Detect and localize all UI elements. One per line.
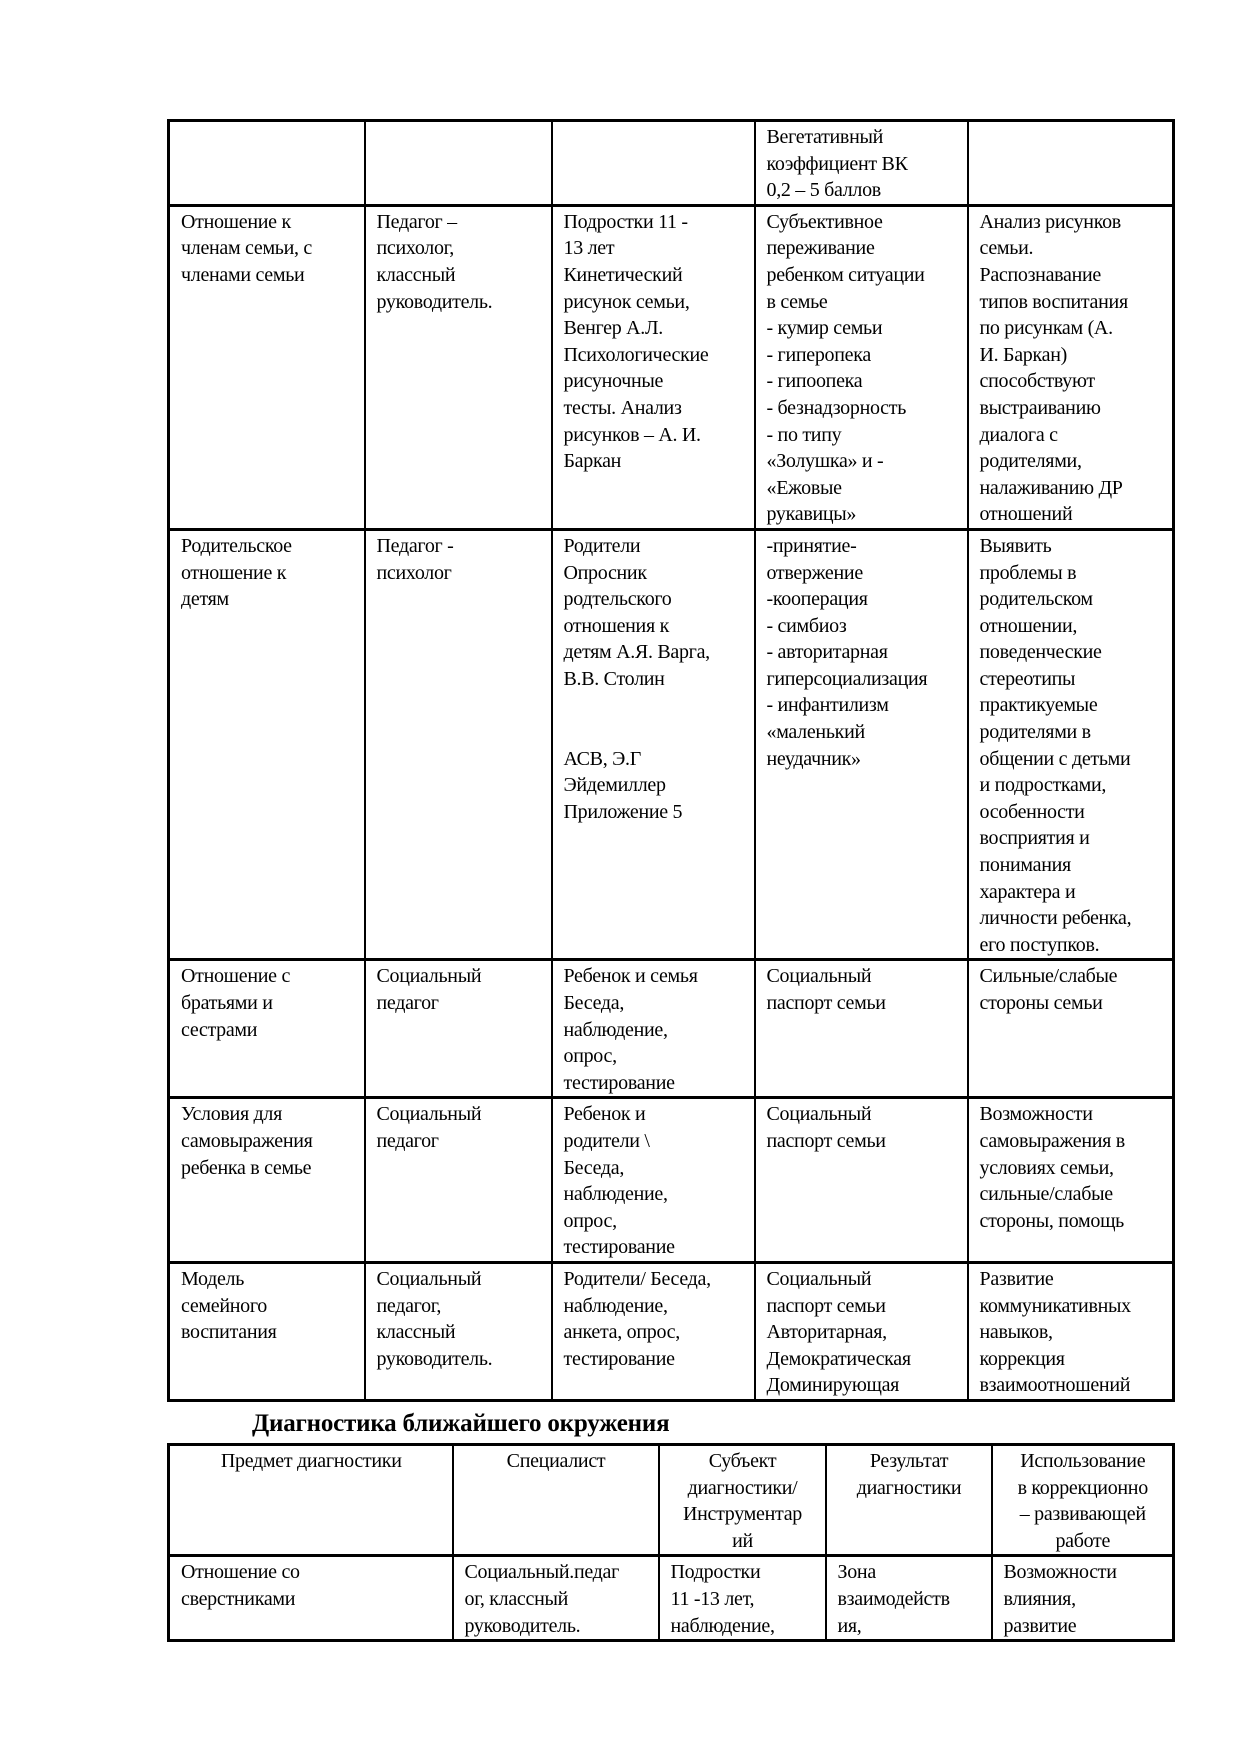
table-cell: Родительское отношение к детям (169, 529, 365, 960)
column-header: Использование в коррекционно – развивающей работе (992, 1445, 1174, 1556)
table-row (169, 1556, 1174, 1641)
table-cell: Отношение со сверстниками (169, 1556, 453, 1641)
diagnostics-table-environment (167, 1443, 1175, 1642)
table-cell (169, 121, 365, 206)
table-cell: Развитие коммуникативных навыков, коррекция взаимоотношений (968, 1262, 1174, 1400)
table-cell: Социальный педагог (365, 960, 552, 1098)
table-cell (365, 121, 552, 206)
table-cell: Условия для самовыражения ребенка в семье (169, 1098, 365, 1263)
section-title: Диагностика ближайшего окружения (252, 1410, 670, 1437)
table-cell: Социальный паспорт семьи (755, 960, 968, 1098)
table-cell: Ребенок и семья Беседа, наблюдение, опрос, тестирование (552, 960, 755, 1098)
table-cell: Социальный паспорт семьи (755, 1098, 968, 1263)
table-cell (552, 121, 755, 206)
table-cell: Вегетативный коэффициент ВК 0,2 – 5 баллов (755, 121, 968, 206)
table-cell: Педагог – психолог, классный руководитель. (365, 205, 552, 529)
table-cell: Субъективное переживание ребенком ситуации в семье - кумир семьи - гиперопека - гипоопека - безнадзорность - по типу «Золушка» и - «Ежовые рукавицы» (755, 205, 968, 529)
table-cell: Выявить проблемы в родительском отношении, поведенческие стереотипы практикуемые родителями в общении с детьми и подростками, особенности восприятия и понимания характера и личности ребенка, его поступков. (968, 529, 1174, 960)
table-cell: -принятие- отвержение -кооперация - симбиоз - авторитарная гиперсоциализация - инфантилизм «маленький неудачник» (755, 529, 968, 960)
table-cell: Зона взаимодейств ия, (826, 1556, 992, 1641)
table-cell: Социальный паспорт семьи Авторитарная, Демократическая Доминирующая (755, 1262, 968, 1400)
table-row (169, 1098, 1174, 1263)
column-header: Результат диагностики (826, 1445, 992, 1556)
table-cell: Возможности самовыражения в условиях семьи, сильные/слабые стороны, помощь (968, 1098, 1174, 1263)
table-cell: Родители/ Беседа, наблюдение, анкета, опрос, тестирование (552, 1262, 755, 1400)
table-cell: Родители Опросник родтельского отношения к детям А.Я. Варга, В.В. Столин АСВ, Э.Г Эйдемиллер Приложение 5 (552, 529, 755, 960)
table-cell: Отношение к членам семьи, с членами семьи (169, 205, 365, 529)
table-row (169, 121, 1174, 206)
table-cell: Подростки 11 -13 лет, наблюдение, (659, 1556, 826, 1641)
table-row (169, 529, 1174, 960)
column-header: Предмет диагностики (169, 1445, 453, 1556)
table-cell: Социальный педагог, классный руководитель. (365, 1262, 552, 1400)
table-cell: Анализ рисунков семьи. Распознавание типов воспитания по рисункам (А. И. Баркан) способствуют выстраиванию диалога с родителями, налаживанию ДР отношений (968, 205, 1174, 529)
table-cell: Сильные/слабые стороны семьи (968, 960, 1174, 1098)
table-row (169, 205, 1174, 529)
table-cell: Подростки 11 - 13 лет Кинетический рисунок семьи, Венгер А.Л. Психологические рисуночные тесты. Анализ рисунков – А. И. Баркан (552, 205, 755, 529)
table-header-row (169, 1445, 1174, 1556)
table-cell: Отношение с братьями и сестрами (169, 960, 365, 1098)
table-cell: Педагог - психолог (365, 529, 552, 960)
table-cell: Модель семейного воспитания (169, 1262, 365, 1400)
table-cell: Социальный.педаг ог, классный руководитель. (453, 1556, 659, 1641)
table-cell (968, 121, 1174, 206)
column-header: Субъект диагностики/ Инструментар ий (659, 1445, 826, 1556)
table-cell: Социальный педагог (365, 1098, 552, 1263)
table-row (169, 960, 1174, 1098)
table-row (169, 1262, 1174, 1400)
table-cell: Возможности влияния, развитие (992, 1556, 1174, 1641)
diagnostics-table-family (167, 119, 1175, 1402)
table-cell: Ребенок и родители \ Беседа, наблюдение, опрос, тестирование (552, 1098, 755, 1263)
column-header: Специалист (453, 1445, 659, 1556)
